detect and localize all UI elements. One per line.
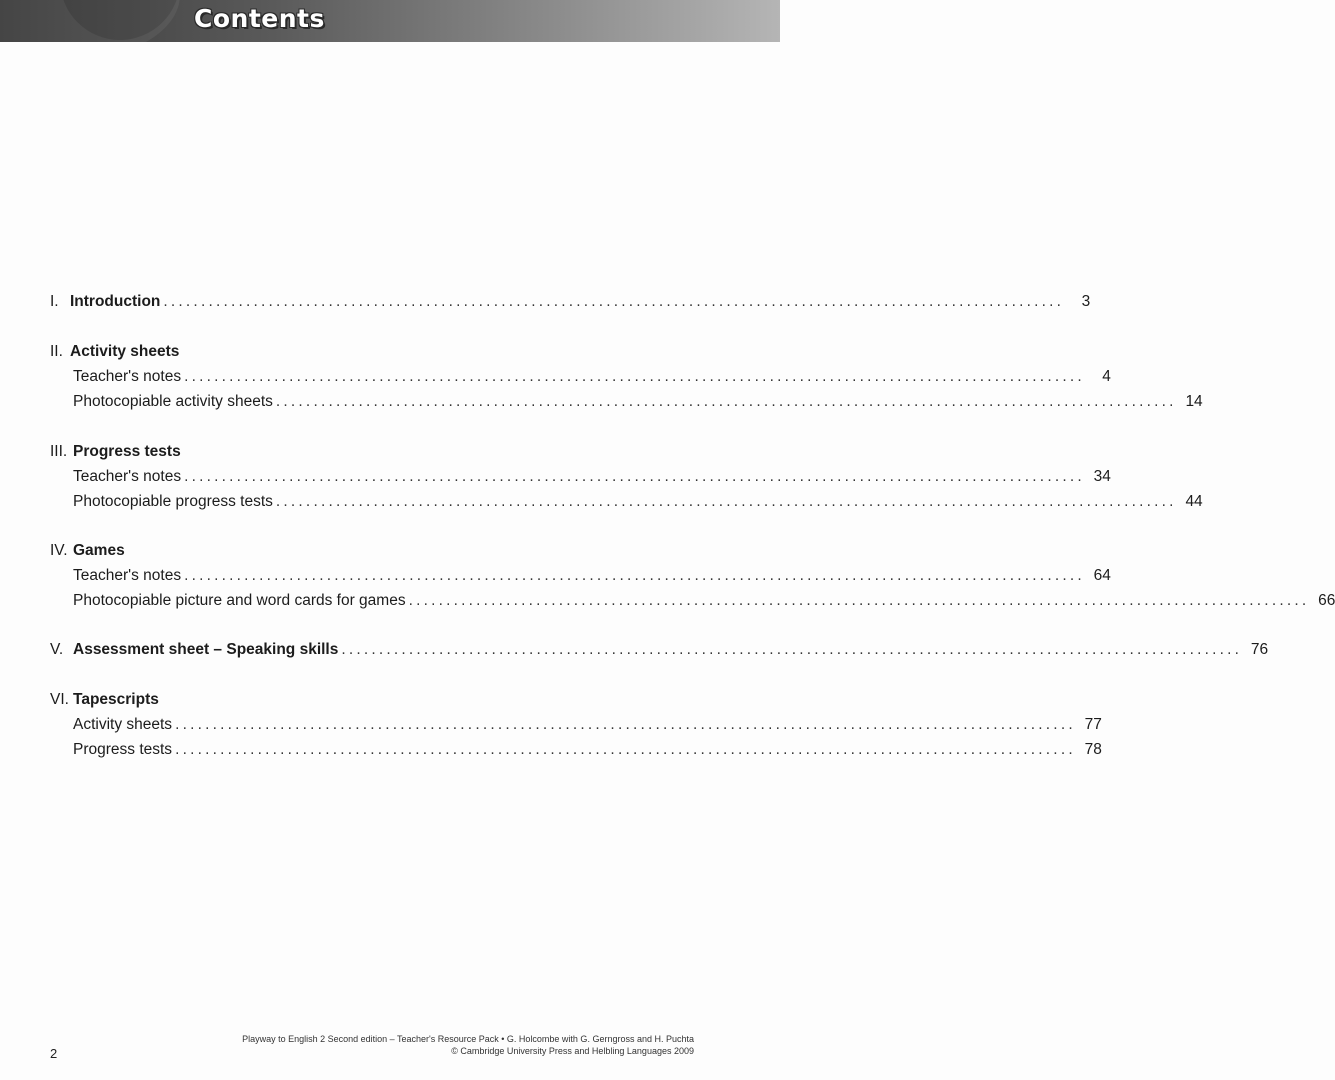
page-ref: 78 — [1084, 741, 1102, 758]
section-number: II. — [50, 343, 63, 360]
page-ref: 4 — [1102, 368, 1111, 385]
toc-entry-tapescripts-activity-sheets[interactable] — [73, 714, 1102, 736]
section-number: III. — [50, 443, 68, 460]
dot-leader: ........................................................................................................................ — [163, 293, 1065, 310]
toc-section-assessment-sheet[interactable] — [50, 639, 1269, 661]
page-ref: 34 — [1093, 468, 1111, 485]
toc-section-tapescripts — [50, 689, 732, 711]
page-title: Contents — [194, 4, 325, 33]
page-number: 2 — [50, 1046, 58, 1061]
dot-leader: ........................................................................................................................ — [184, 567, 1085, 584]
dot-leader: ........................................................................................................................ — [184, 468, 1085, 485]
section-number: VI. — [50, 691, 69, 708]
toc-entry-picture-word-cards[interactable] — [73, 590, 1335, 612]
toc-entry-progress-teachers-notes[interactable] — [73, 466, 1111, 488]
page-ref: 3 — [1081, 293, 1091, 310]
toc-entry-photocopiable-activity-sheets[interactable] — [73, 391, 1203, 413]
toc-section-activity-sheets — [50, 341, 732, 363]
page-ref: 77 — [1084, 716, 1102, 733]
entry-title: Teacher's notes — [73, 368, 182, 385]
section-number: V. — [50, 641, 64, 658]
section-title: Introduction — [70, 293, 161, 310]
page-ref: 76 — [1250, 641, 1269, 658]
page-header — [0, 0, 780, 42]
dot-leader: ........................................................................................................................ — [275, 493, 1177, 510]
section-title: Activity sheets — [70, 343, 180, 360]
section-title: Progress tests — [73, 443, 181, 460]
page-ref: 64 — [1093, 567, 1111, 584]
entry-title: Photocopiable picture and word cards for games — [73, 592, 406, 609]
dot-leader: ........................................................................................................................ — [275, 393, 1177, 410]
dot-leader: ........................................................................................................................ — [175, 741, 1076, 758]
section-number: I. — [50, 293, 59, 310]
page-ref: 66 — [1318, 592, 1335, 609]
dot-leader: ........................................................................................................................ — [184, 368, 1085, 385]
page-ref: 44 — [1185, 493, 1203, 510]
footer-copyright: © Cambridge University Press and Helbling Languages 2009 — [451, 1046, 694, 1056]
entry-title: Teacher's notes — [73, 468, 182, 485]
dot-leader: ........................................................................................................................ — [408, 592, 1310, 609]
dot-leader: ........................................................................................................................ — [341, 641, 1243, 658]
entry-title: Progress tests — [73, 741, 173, 758]
page-ref: 14 — [1185, 393, 1203, 410]
toc-entry-photocopiable-progress-tests[interactable] — [73, 491, 1203, 513]
footer-credits: Playway to English 2 Second edition – Teacher's Resource Pack • G. Holcombe with G. Gerngross and H. Puchta — [242, 1034, 694, 1044]
entry-title: Teacher's notes — [73, 567, 182, 584]
dot-leader: ........................................................................................................................ — [175, 716, 1076, 733]
toc-entry-activity-teachers-notes[interactable] — [73, 366, 1111, 388]
entry-title: Activity sheets — [73, 716, 173, 733]
entry-title: Photocopiable activity sheets — [73, 393, 273, 410]
section-title: Tapescripts — [73, 691, 159, 708]
section-number: IV. — [50, 542, 68, 559]
section-title: Assessment sheet – Speaking skills — [73, 641, 339, 658]
section-title: Games — [73, 542, 125, 559]
toc-section-introduction[interactable] — [50, 291, 1091, 313]
toc-entry-tapescripts-progress-tests[interactable] — [73, 739, 1102, 761]
toc-entry-games-teachers-notes[interactable] — [73, 565, 1111, 587]
toc-section-progress-tests — [50, 441, 732, 463]
toc-section-games — [50, 540, 732, 562]
entry-title: Photocopiable progress tests — [73, 493, 273, 510]
